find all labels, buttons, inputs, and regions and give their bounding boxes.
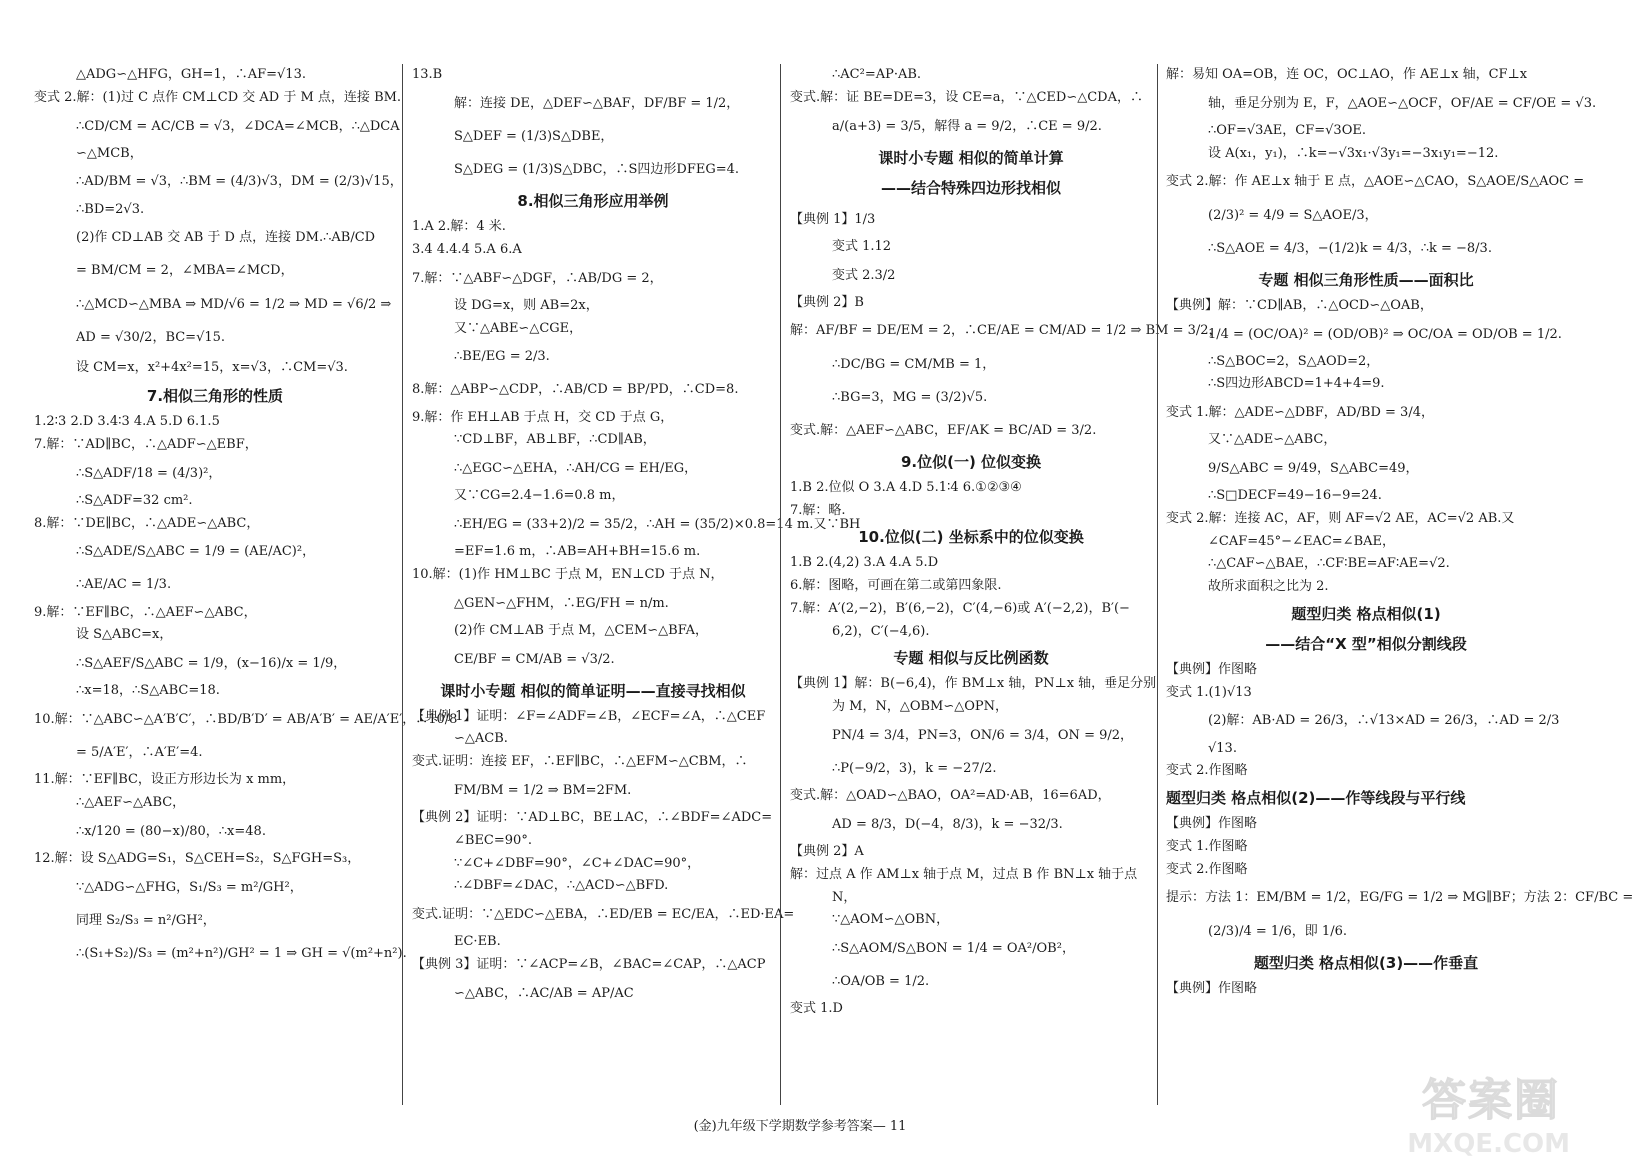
answer-line: ∵△ADG∽△FHG，S₁/S₃ = m²/GH²， bbox=[76, 879, 303, 895]
section-heading: 题型归类 格点相似(2)——作等线段与平行线 bbox=[1166, 789, 1466, 808]
section-heading: ——结合特殊四边形找相似 bbox=[880, 178, 1061, 197]
answer-line: ∴AE/AC = 1/3. bbox=[76, 577, 172, 593]
section-heading: 10.位似(二) 坐标系中的位似变换 bbox=[858, 528, 1084, 547]
answer-line: 1.B 2.位似 O 3.A 4.D 5.1∶4 6.①②③④ bbox=[790, 479, 1022, 495]
answer-line: ∴x=18，∴S△ABC=18. bbox=[76, 683, 220, 699]
answer-line: 7.解：∵AD∥BC，∴△ADF∽△EBF， bbox=[34, 436, 258, 452]
answer-line: 10.解：∵△ABC∽△A′B′C′，∴BD/B′D′ = AB/A′B′ = AE/A′E′，∴10/8 bbox=[34, 711, 458, 727]
answer-line: 8.解：∵DE∥BC，∴△ADE∽△ABC， bbox=[34, 515, 260, 531]
answer-line: 1.A 2.解：4 米. bbox=[412, 219, 506, 235]
answer-line: 【典例 2】A bbox=[790, 844, 864, 860]
answer-line: 设 CM=x，x²+4x²=15，x=√3，∴CM=√3. bbox=[76, 359, 348, 375]
answer-line: 【典例】作图略 bbox=[1166, 816, 1258, 832]
answer-line: ∴BG=3，MG = (3/2)√5. bbox=[832, 389, 988, 405]
answer-line: (2)作 CD⊥AB 交 AB 于 D 点，连接 DM.∴AB/CD bbox=[76, 230, 376, 246]
section-heading: 题型归类 格点相似(1) bbox=[1291, 604, 1441, 623]
answer-line: 变式.证明：连接 EF，∴EF∥BC，∴△EFM∽△CBM，∴ bbox=[412, 754, 748, 770]
answer-line: 9/S△ABC = 9/49，S△ABC=49， bbox=[1208, 461, 1419, 477]
answer-line: 1.2∶3 2.D 3.4∶3 4.A 5.D 6.1.5 bbox=[34, 414, 220, 430]
answer-line: 【典例 1】1/3 bbox=[790, 211, 876, 227]
answer-line: 解：过点 A 作 AM⊥x 轴于点 M，过点 B 作 BN⊥x 轴于点 bbox=[790, 866, 1138, 882]
answer-line: 【典例 1】解：B(−6,4)，作 BM⊥x 轴，PN⊥x 轴，垂足分别 bbox=[790, 676, 1157, 692]
answer-line: AD = 8/3，D(−4，8/3)，k = −32/3. bbox=[832, 817, 1063, 833]
answer-line: EC·EB. bbox=[454, 934, 501, 950]
answer-line: ∠CAF=45°−∠EAC=∠BAE， bbox=[1208, 533, 1396, 549]
answer-line: 7.解：∵△ABF∽△DGF，∴AB/DG = 2， bbox=[412, 270, 663, 286]
answer-line: 6.解：图略，可画在第二或第四象限. bbox=[790, 578, 1002, 594]
answer-line: △GEN∽△FHM，∴EG/FH = n/m. bbox=[454, 595, 669, 611]
section-heading: 专题 相似三角形性质——面积比 bbox=[1258, 270, 1474, 289]
answer-line: ∵△AOM∽△OBN， bbox=[832, 912, 950, 928]
answer-line: ∴S△ADE/S△ABC = 1/9 = (AE/AC)²， bbox=[76, 544, 316, 560]
answer-line: ∴△CAF∽△BAE，∴CF∶BE=AF∶AE=√2. bbox=[1208, 556, 1450, 572]
answer-line: ∴AC²=AP·AB. bbox=[832, 67, 922, 82]
answer-line: (2/3)/4 = 1/6，即 1/6. bbox=[1208, 923, 1347, 939]
answer-line: ∴△EGC∽△EHA，∴AH/CG = EH/EG， bbox=[454, 461, 698, 477]
answer-line: 11.解：∵EF∥BC，设正方形边长为 x mm， bbox=[34, 772, 296, 788]
answer-line: 变式 2.解：作 AE⊥x 轴于 E 点，△AOE∽△CAO，S△AOE/S△AOC = bbox=[1166, 174, 1585, 190]
answer-line: S△DEG = (1/3)S△DBC，∴S四边形DFEG=4. bbox=[454, 162, 740, 178]
answer-line: FM/BM = 1/2 ⇒ BM=2FM. bbox=[454, 782, 632, 798]
answer-line: = 5/A′E′，∴A′E′=4. bbox=[76, 745, 203, 761]
answer-line: 7.解：略. bbox=[790, 502, 846, 518]
answer-line: 【典例 2】B bbox=[790, 294, 864, 310]
column-divider bbox=[780, 64, 781, 1105]
section-heading: 专题 相似与反比例函数 bbox=[893, 649, 1049, 668]
answer-line: 变式 1.(1)√13 bbox=[1166, 684, 1252, 700]
answer-line: ∵CD⊥BF，AB⊥BF，∴CD∥AB， bbox=[454, 432, 656, 448]
answer-line: 轴，垂足分别为 E，F，△AOE∽△OCF，OF/AE = CF/OE = √3. bbox=[1208, 95, 1597, 111]
answer-line: ∴S△BOC=2，S△AOD=2， bbox=[1208, 353, 1380, 369]
answer-line: 变式 1.作图略 bbox=[1166, 838, 1248, 854]
answer-line: 3.4 4.4.4 5.A 6.A bbox=[412, 241, 522, 257]
answer-line: (2)解：AB·AD = 26/3，∴√13×AD = 26/3，∴AD = 2/3 bbox=[1208, 713, 1560, 729]
answer-line: 又∵△ADE∽△ABC， bbox=[1208, 432, 1337, 448]
answer-line: ∴S△AOE = 4/3，−(1/2)k = 4/3，∴k = −8/3. bbox=[1208, 240, 1492, 256]
answer-line: 变式 2.解：连接 AC，AF，则 AF=√2 AE，AC=√2 AB.又 bbox=[1166, 510, 1515, 526]
answer-line: ∴S四边形ABCD=1+4+4=9. bbox=[1208, 376, 1385, 392]
answer-line: 8.解：△ABP∽△CDP，∴AB/CD = BP/PD，∴CD=8. bbox=[412, 382, 739, 398]
answer-line: 【典例】作图略 bbox=[1166, 980, 1258, 996]
answer-line: S△DEF = (1/3)S△DBE， bbox=[454, 128, 614, 144]
answer-line: ∴AD/BM = √3，∴BM = (4/3)√3，DM = (2/3)√15， bbox=[76, 174, 403, 190]
answer-line: = BM/CM = 2，∠MBA=∠MCD， bbox=[76, 263, 294, 279]
answer-line: 解：连接 DE，△DEF∽△BAF，DF/BF = 1/2， bbox=[454, 95, 740, 111]
answer-line: ∴BD=2√3. bbox=[76, 201, 145, 217]
answer-line: 13.B bbox=[412, 67, 443, 82]
answer-line: ∴OF=√3AE，CF=√3OE. bbox=[1208, 122, 1366, 138]
answer-line: △ADG∽△HFG，GH=1，∴AF=√13. bbox=[76, 67, 306, 82]
answer-line: 【典例 3】证明：∵∠ACP=∠B，∠BAC=∠CAP，∴△ACP bbox=[412, 956, 766, 972]
answer-line: 设 S△ABC=x， bbox=[76, 627, 173, 643]
answer-line: 变式 1.解：△ADE∽△DBF，AD/BD = 3/4， bbox=[1166, 405, 1434, 421]
answer-line: ∴S△ADF=32 cm². bbox=[76, 492, 193, 508]
page-footer: (金)九年级下学期数学参考答案— 11 bbox=[693, 1119, 907, 1134]
answer-line: 【典例】解：∵CD∥AB，∴△OCD∽△OAB， bbox=[1166, 297, 1433, 313]
answer-line: 6,2)，C′(−4,6). bbox=[832, 623, 930, 639]
answer-line: ∴DC/BG = CM/MB = 1， bbox=[832, 356, 996, 372]
answer-line: 10.解：(1)作 HM⊥BC 于点 M，EN⊥CD 于点 N， bbox=[412, 566, 724, 582]
answer-line: 变式 2.解：(1)过 C 点作 CM⊥CD 交 AD 于 M 点，连接 BM. bbox=[34, 89, 402, 105]
answer-line: 7.解：A′(2,−2)，B′(6,−2)，C′(4,−6)或 A′(−2,2)，B′(− bbox=[790, 600, 1130, 616]
watermark-text: 答案圈 bbox=[1422, 1075, 1560, 1126]
answer-line: 提示：方法 1：EM/BM = 1/2，EG/FG = 1/2 ⇒ MG∥BF；方法 2：CF/BC = bbox=[1166, 890, 1633, 906]
answer-line: √13. bbox=[1208, 740, 1237, 756]
answer-line: (2/3)² = 4/9 = S△AOE/3， bbox=[1208, 207, 1378, 223]
answer-line: ∴P(−9/2，3)，k = −27/2. bbox=[832, 761, 997, 777]
column-divider bbox=[402, 64, 403, 1105]
watermark-url: MXQE.COM bbox=[1407, 1129, 1570, 1159]
answer-line: (2)作 CM⊥AB 于点 M，△CEM∽△BFA， bbox=[454, 622, 709, 638]
answer-line: =EF=1.6 m，∴AB=AH+BH=15.6 m. bbox=[454, 544, 701, 560]
answer-line: 【典例 2】证明：∵AD⊥BC，BE⊥AC，∴∠BDF=∠ADC= bbox=[412, 810, 773, 826]
answer-line: 【典例 1】证明：∠F=∠ADF=∠B，∠ECF=∠A，∴△CEF bbox=[412, 708, 766, 724]
answer-line: ∽△ACB. bbox=[454, 731, 508, 747]
section-heading: 课时小专题 相似的简单证明——直接寻找相似 bbox=[440, 681, 746, 700]
answer-line: CE/BF = CM/AB = √3/2. bbox=[454, 651, 615, 667]
column-divider bbox=[1157, 64, 1158, 1105]
section-heading: 9.位似(一) 位似变换 bbox=[900, 452, 1042, 471]
answer-line: PN/4 = 3/4，PN=3，ON/6 = 3/4，ON = 9/2， bbox=[832, 727, 1134, 743]
answer-line: 变式.解：△OAD∽△BAO，OA²=AD·AB，16=6AD， bbox=[790, 788, 1111, 804]
answer-line: N， bbox=[832, 889, 857, 905]
answer-line: 变式 2.作图略 bbox=[1166, 763, 1248, 779]
section-heading: 课时小专题 相似的简单计算 bbox=[878, 148, 1064, 167]
answer-line: 解：易知 OA=OB，连 OC，OC⊥AO，作 AE⊥x 轴，CF⊥x bbox=[1166, 67, 1528, 82]
answer-line: 为 M，N，△OBM∽△OPN， bbox=[832, 699, 1009, 715]
answer-line: ∴x/120 = (80−x)/80，∴x=48. bbox=[76, 823, 266, 839]
section-heading: 题型归类 格点相似(3)——作垂直 bbox=[1253, 953, 1479, 972]
answer-line: ∴(S₁+S₂)/S₃ = (m²+n²)/GH² = 1 ⇒ GH = √(m²+n²). bbox=[76, 945, 407, 961]
answer-line: 同理 S₂/S₃ = n²/GH²， bbox=[76, 912, 216, 928]
watermark-logo bbox=[1360, 1075, 1570, 1159]
answer-line: ∠BEC=90°. bbox=[454, 832, 532, 848]
answer-line: 变式.解：证 BE=DE=3，设 CE=a，∵△CED∽△CDA，∴ bbox=[790, 89, 1143, 105]
answer-line: ∴S△AEF/S△ABC = 1/9，(x−16)/x = 1/9， bbox=[76, 656, 347, 672]
answer-line: ∴S□DECF=49−16−9=24. bbox=[1208, 488, 1382, 504]
answer-line: ∴S△AOM/S△BON = 1/4 = OA²/OB²， bbox=[832, 941, 1075, 957]
answer-line: 变式 1.D bbox=[790, 1001, 843, 1017]
answer-line: 又∵△ABE∽△CGE， bbox=[454, 320, 583, 336]
answer-line: 1.B 2.(4,2) 3.A 4.A 5.D bbox=[790, 555, 939, 571]
answer-line: ∵∠C+∠DBF=90°，∠C+∠DAC=90°， bbox=[454, 855, 701, 871]
answer-line: 9.解：作 EH⊥AB 于点 H，交 CD 于点 G， bbox=[412, 409, 674, 425]
answer-line: 变式 1.12 bbox=[832, 238, 892, 254]
answer-column-4 bbox=[1166, 64, 1633, 1105]
answer-line: ∴CD/CM = AC/CB = √3，∠DCA=∠MCB，∴△DCA bbox=[76, 118, 400, 134]
answer-line: 1/4 = (OC/OA)² = (OD/OB)² ⇒ OC/OA = OD/OB = 1/2. bbox=[1208, 326, 1562, 342]
answer-line: ∴S△ADF/18 = (4/3)²， bbox=[76, 465, 222, 481]
answer-line: ∴∠DBF=∠DAC，∴△ACD∽△BFD. bbox=[454, 878, 669, 894]
answer-line: 解：AF/BF = DE/EM = 2，∴CE/AE = CM/AD = 1/2 ⇒ BM = 3/2， bbox=[790, 323, 1222, 339]
answer-line: ∴EH/EG = (33+2)/2 = 35/2，∴AH = (35/2)×0.8=14 m.又∵BH bbox=[454, 516, 861, 532]
answer-line: ∽△MCB， bbox=[76, 145, 143, 161]
section-heading: 7.相似三角形的性质 bbox=[146, 387, 284, 406]
answer-line: ∴BE/EG = 2/3. bbox=[454, 349, 550, 365]
section-heading: 8.相似三角形应用举例 bbox=[517, 192, 669, 211]
answer-line: ∽△ABC，∴AC/AB = AP/AC bbox=[454, 985, 634, 1001]
answer-line: ∴△AEF∽△ABC， bbox=[76, 794, 186, 810]
answer-line: 设 A(x₁，y₁)，∴k=−√3x₁·√3y₁=−3x₁y₁=−12. bbox=[1208, 145, 1499, 161]
answer-line: 变式 2.作图略 bbox=[1166, 861, 1248, 877]
answer-line: 变式.证明：∵△EDC∽△EBA，∴ED/EB = EC/EA，∴ED·EA= bbox=[412, 907, 795, 923]
answer-line: 设 DG=x，则 AB=2x， bbox=[454, 297, 599, 313]
answer-line: ∴△MCD∽△MBA ⇒ MD/√6 = 1/2 ⇒ MD = √6/2 ⇒ bbox=[76, 296, 392, 312]
answer-line: 又∵CG=2.4−1.6=0.8 m， bbox=[454, 488, 625, 504]
answer-line: a/(a+3) = 3/5，解得 a = 9/2，∴CE = 9/2. bbox=[832, 118, 1102, 134]
answer-line: 【典例】作图略 bbox=[1166, 661, 1258, 677]
answer-line: 变式.解：△AEF∽△ABC，EF/AK = BC/AD = 3/2. bbox=[790, 422, 1097, 438]
section-heading: ——结合“X 型”相似分割线段 bbox=[1265, 634, 1467, 653]
answer-line: AD = √30/2，BC=√15. bbox=[76, 329, 226, 345]
answer-line: 12.解：设 S△ADG=S₁，S△CEH=S₂，S△FGH=S₃， bbox=[34, 850, 361, 866]
answer-line: 故所求面积之比为 2. bbox=[1208, 579, 1329, 595]
answer-line: 变式 2.3/2 bbox=[832, 267, 896, 283]
answer-line: 9.解：∵EF∥BC，∴△AEF∽△ABC， bbox=[34, 604, 257, 620]
answer-line: ∴OA/OB = 1/2. bbox=[832, 974, 930, 990]
